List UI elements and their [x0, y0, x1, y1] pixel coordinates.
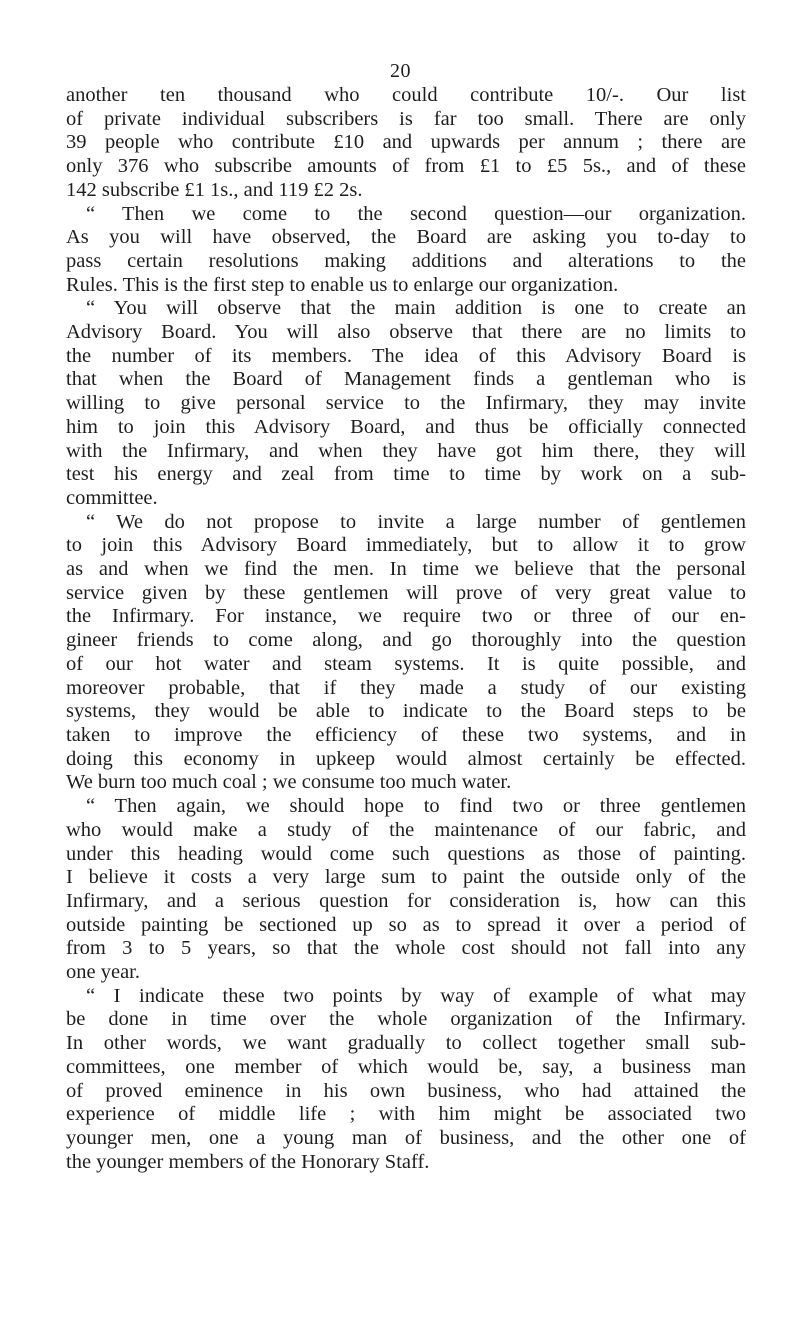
text-line: with the Infirmary, and when they have got him there, they will [66, 439, 746, 462]
text-line: Infirmary, and a serious question for consideration is, how can this [66, 889, 746, 912]
text-line: taken to improve the efficiency of these two systems, and in [66, 723, 746, 746]
text-line: of our hot water and steam systems. It is quite possible, and [66, 652, 746, 675]
text-line: of private individual subscribers is far too small. There are only [66, 107, 746, 130]
text-line: In other words, we want gradually to collect together small sub- [66, 1032, 746, 1055]
text-line: of proved eminence in his own business, who had attained the [66, 1079, 746, 1102]
text-line: another ten thousand who could contribute 10/-. Our list [66, 84, 746, 106]
text-line: be done in time over the whole organization of the Infirmary. [66, 1008, 746, 1031]
text-line: the younger members of the Honorary Staff. [66, 1150, 430, 1173]
text-line: Rules. This is the first step to enable us to enlarge our organization. [66, 273, 619, 296]
text-line: “ Then we come to the second question—our organization. [86, 202, 746, 225]
text-line: the Infirmary. For instance, we require two or three of our en- [66, 605, 746, 628]
text-line: “ You will observe that the main addition is one to create an [86, 297, 746, 320]
text-line: as and when we find the men. In time we believe that the personal [66, 558, 746, 581]
text-line: “ I indicate these two points by way of example of what may [86, 984, 746, 1007]
text-line: Advisory Board. You will also observe that there are no limits to [66, 321, 746, 344]
text-line: the number of its members. The idea of this Advisory Board is [66, 344, 746, 367]
text-line: one year. [66, 961, 140, 984]
text-line: experience of middle life ; with him might be associated two [66, 1103, 746, 1126]
text-line: him to join this Advisory Board, and thus be officially connected [66, 415, 746, 438]
text-line: gineer friends to come along, and go thoroughly into the question [66, 629, 746, 652]
text-line: service given by these gentlemen will prove of very great value to [66, 581, 746, 604]
text-line: that when the Board of Management finds a gentleman who is [66, 368, 746, 391]
text-line: “ Then again, we should hope to find two or three gentlemen [86, 795, 746, 818]
text-line: test his energy and zeal from time to time by work on a sub- [66, 463, 746, 486]
text-line: younger men, one a young man of business, and the other one of [66, 1126, 746, 1149]
text-line: 39 people who contribute £10 and upwards per annum ; there are [66, 131, 746, 154]
text-line: who would make a study of the maintenance of our fabric, and [66, 818, 746, 841]
text-line: systems, they would be able to indicate to the Board steps to be [66, 700, 746, 723]
text-line: committee. [66, 486, 158, 509]
text-line: doing this economy in upkeep would almost certainly be effected. [66, 747, 746, 770]
text-line: outside painting be sectioned up so as to spread it over a period of [66, 913, 746, 936]
text-line: committees, one member of which would be, say, a business man [66, 1055, 746, 1078]
text-line: I believe it costs a very large sum to paint the outside only of the [66, 866, 746, 889]
text-line: pass certain resolutions making additions and alterations to the [66, 249, 746, 272]
text-line: 142 subscribe £1 1s., and 119 £2 2s. [66, 178, 363, 201]
text-line: under this heading would come such questions as those of painting. [66, 842, 746, 865]
text-line: only 376 who subscribe amounts of from £1 to £5 5s., and of these [66, 155, 746, 178]
text-line: moreover probable, that if they made a study of our existing [66, 676, 746, 699]
text-line: “ We do not propose to invite a large number of gentlemen [86, 510, 746, 533]
page-number: 20 [390, 60, 411, 82]
text-line: from 3 to 5 years, so that the whole cost should not fall into any [66, 937, 746, 960]
text-line: We burn too much coal ; we consume too much water. [66, 771, 512, 794]
text-line: willing to give personal service to the Infirmary, they may invite [66, 392, 746, 415]
text-line: to join this Advisory Board immediately, but to allow it to grow [66, 534, 746, 557]
text-line: As you will have observed, the Board are asking you to-day to [66, 226, 746, 249]
body-text [66, 84, 746, 1174]
